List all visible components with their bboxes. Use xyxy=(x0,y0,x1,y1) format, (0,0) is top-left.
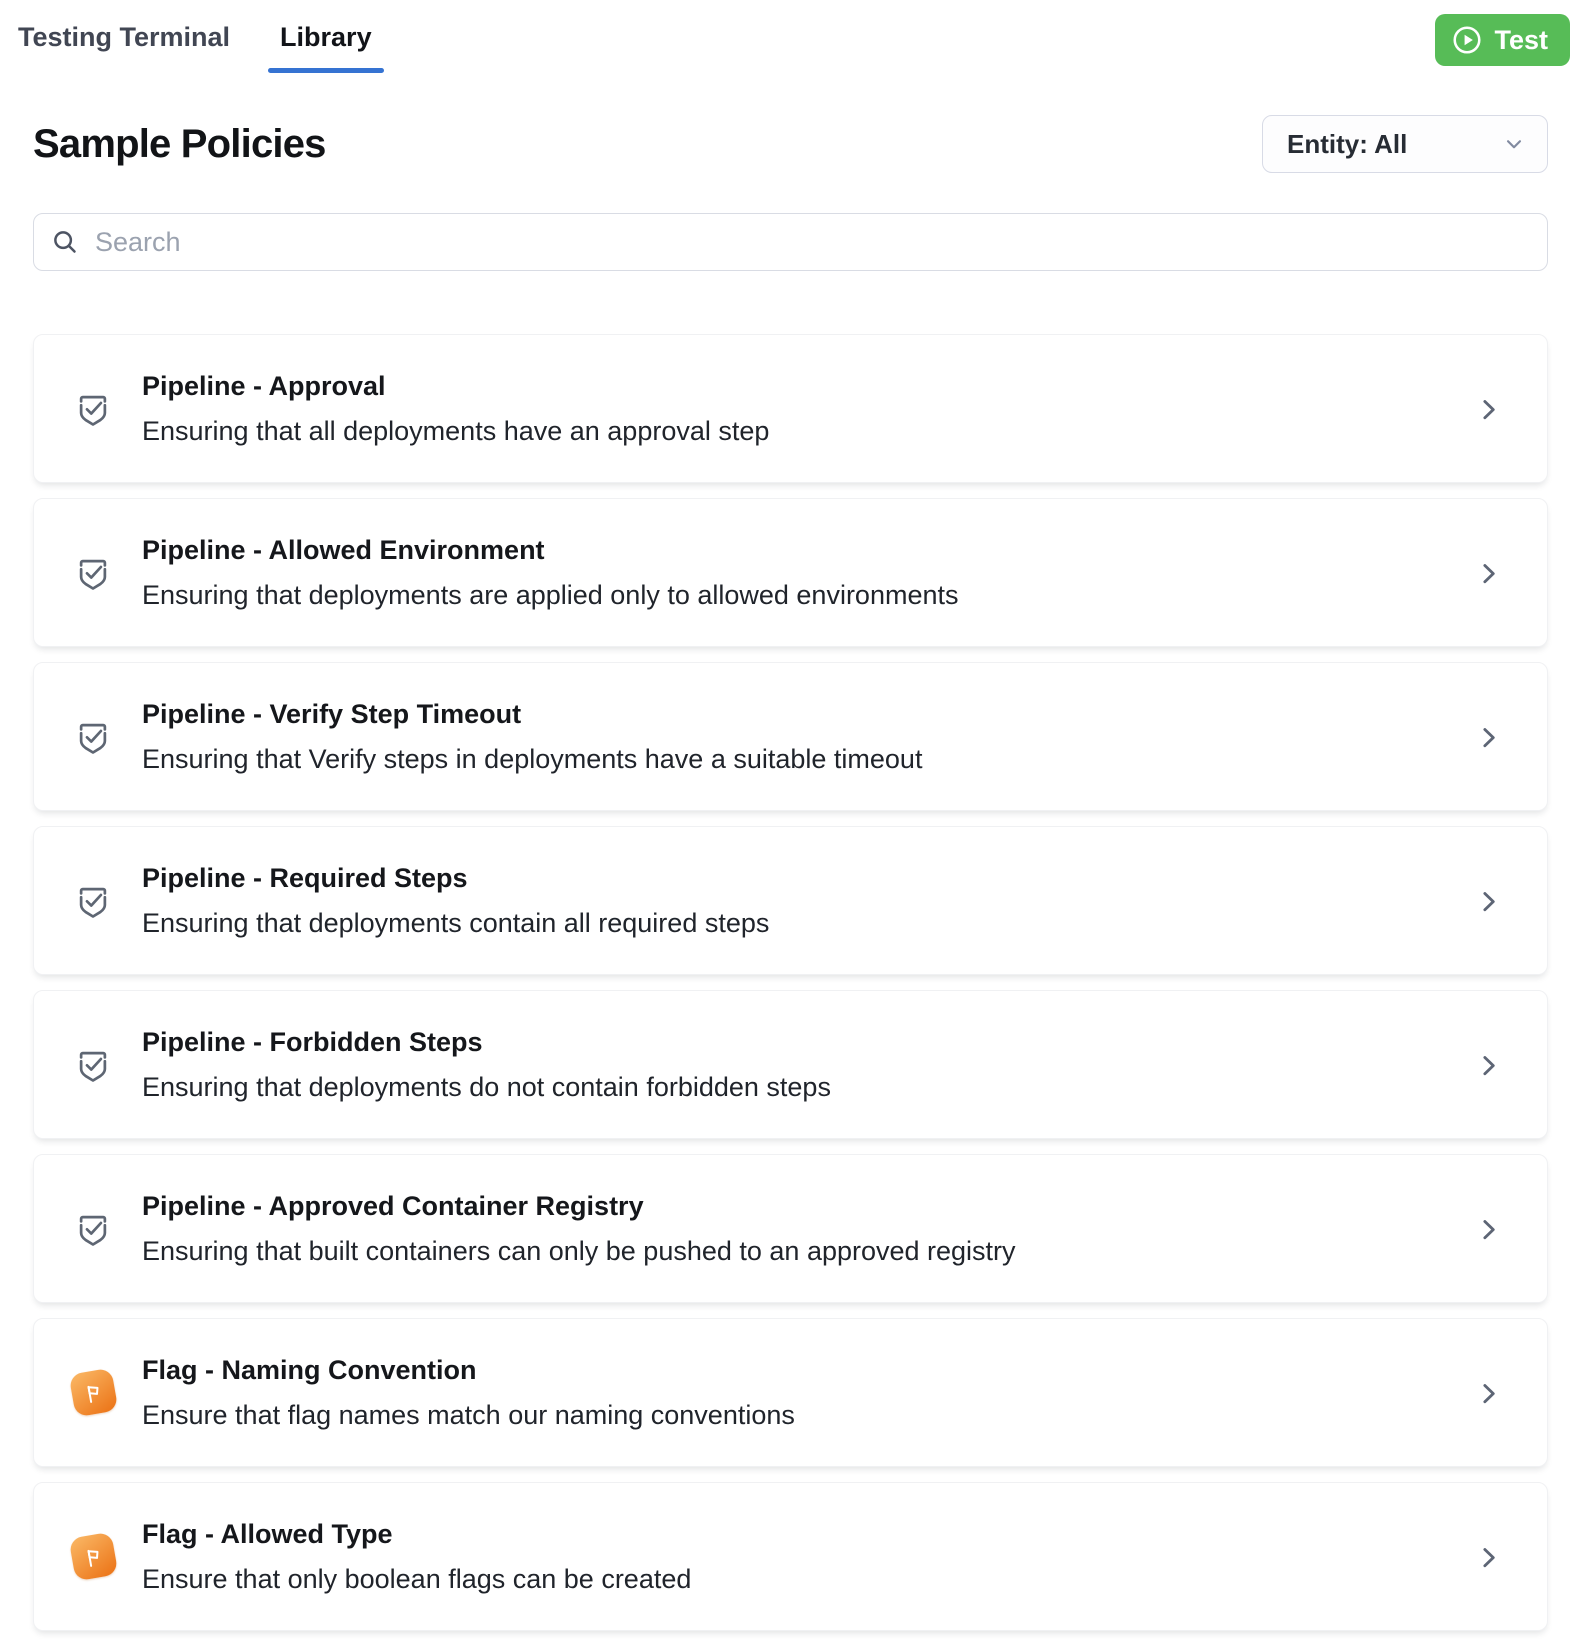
chevron-right-icon xyxy=(1473,722,1503,752)
policy-icon-wrap xyxy=(70,554,116,592)
test-button-label: Test xyxy=(1494,24,1548,55)
tab-testing-terminal[interactable] xyxy=(16,22,232,73)
policy-description: Ensuring that built containers can only be pushed to an approved registry xyxy=(142,1235,1016,1266)
entity-filter-dropdown[interactable] xyxy=(1262,115,1548,173)
policy-text xyxy=(142,1519,1453,1595)
top-bar xyxy=(0,0,1584,73)
tab-library[interactable] xyxy=(278,22,374,73)
policy-text xyxy=(142,1027,1453,1103)
policy-list xyxy=(33,334,1548,1631)
chevron-down-icon xyxy=(1501,131,1527,157)
tab-library-label: Library xyxy=(280,22,372,52)
chevron-right-icon xyxy=(1473,1378,1503,1408)
policy-title: Pipeline - Verify Step Timeout xyxy=(142,698,522,729)
policy-text xyxy=(142,699,1453,775)
main-content xyxy=(0,115,1584,1644)
search-icon xyxy=(50,227,80,257)
policy-title: Flag - Naming Convention xyxy=(142,1354,477,1385)
shield-check-icon xyxy=(74,554,112,592)
policy-title: Pipeline - Forbidden Steps xyxy=(142,1026,483,1057)
policy-text xyxy=(142,1191,1453,1267)
policy-description: Ensure that only boolean flags can be created xyxy=(142,1563,692,1594)
shield-check-icon xyxy=(74,1046,112,1084)
policy-title: Flag - Allowed Type xyxy=(142,1518,393,1549)
test-button[interactable] xyxy=(1435,14,1570,66)
policy-icon-wrap xyxy=(70,1371,116,1414)
policy-icon-wrap xyxy=(70,390,116,428)
play-circle-icon xyxy=(1451,24,1483,56)
policy-text xyxy=(142,863,1453,939)
policy-row[interactable] xyxy=(33,1154,1548,1303)
policy-row[interactable] xyxy=(33,1318,1548,1467)
policy-title: Pipeline - Approval xyxy=(142,370,386,401)
policy-title: Pipeline - Allowed Environment xyxy=(142,534,545,565)
policy-description: Ensuring that deployments are applied only to allowed environments xyxy=(142,579,959,610)
page-title: Sample Policies xyxy=(33,121,326,166)
shield-check-icon xyxy=(74,882,112,920)
policy-description: Ensuring that deployments contain all required steps xyxy=(142,907,770,938)
policy-description: Ensuring that all deployments have an approval step xyxy=(142,415,770,446)
policy-icon-wrap xyxy=(70,882,116,920)
policy-row[interactable] xyxy=(33,826,1548,975)
search-box xyxy=(33,213,1548,271)
tab-testing-terminal-label: Testing Terminal xyxy=(18,22,231,52)
policy-text xyxy=(142,535,1453,611)
title-row xyxy=(33,115,1548,173)
policy-icon-wrap xyxy=(70,1210,116,1248)
chevron-right-icon xyxy=(1473,558,1503,588)
flag-icon xyxy=(68,1368,118,1418)
flag-icon xyxy=(68,1532,118,1582)
policy-icon-wrap xyxy=(70,1046,116,1084)
policy-description: Ensuring that deployments do not contain forbidden steps xyxy=(142,1071,831,1102)
chevron-right-icon xyxy=(1473,886,1503,916)
shield-check-icon xyxy=(74,390,112,428)
policy-text xyxy=(142,1355,1453,1431)
policy-row[interactable] xyxy=(33,662,1548,811)
policy-row[interactable] xyxy=(33,1482,1548,1631)
policy-title: Pipeline - Required Steps xyxy=(142,862,468,893)
policy-icon-wrap xyxy=(70,718,116,756)
policy-icon-wrap xyxy=(70,1535,116,1578)
policy-row[interactable] xyxy=(33,990,1548,1139)
chevron-right-icon xyxy=(1473,1214,1503,1244)
policy-row[interactable] xyxy=(33,498,1548,647)
policy-title: Pipeline - Approved Container Registry xyxy=(142,1190,644,1221)
chevron-right-icon xyxy=(1473,394,1503,424)
shield-check-icon xyxy=(74,1210,112,1248)
shield-check-icon xyxy=(74,718,112,756)
policy-description: Ensuring that Verify steps in deployments have a suitable timeout xyxy=(142,743,923,774)
active-tab-underline xyxy=(268,68,384,73)
policy-description: Ensure that flag names match our naming conventions xyxy=(142,1399,795,1430)
tab-bar xyxy=(16,22,374,73)
entity-filter-value: Entity: All xyxy=(1287,128,1408,159)
search-input[interactable] xyxy=(95,214,1531,270)
policy-text xyxy=(142,371,1453,447)
chevron-right-icon xyxy=(1473,1050,1503,1080)
policy-row[interactable] xyxy=(33,334,1548,483)
chevron-right-icon xyxy=(1473,1542,1503,1572)
